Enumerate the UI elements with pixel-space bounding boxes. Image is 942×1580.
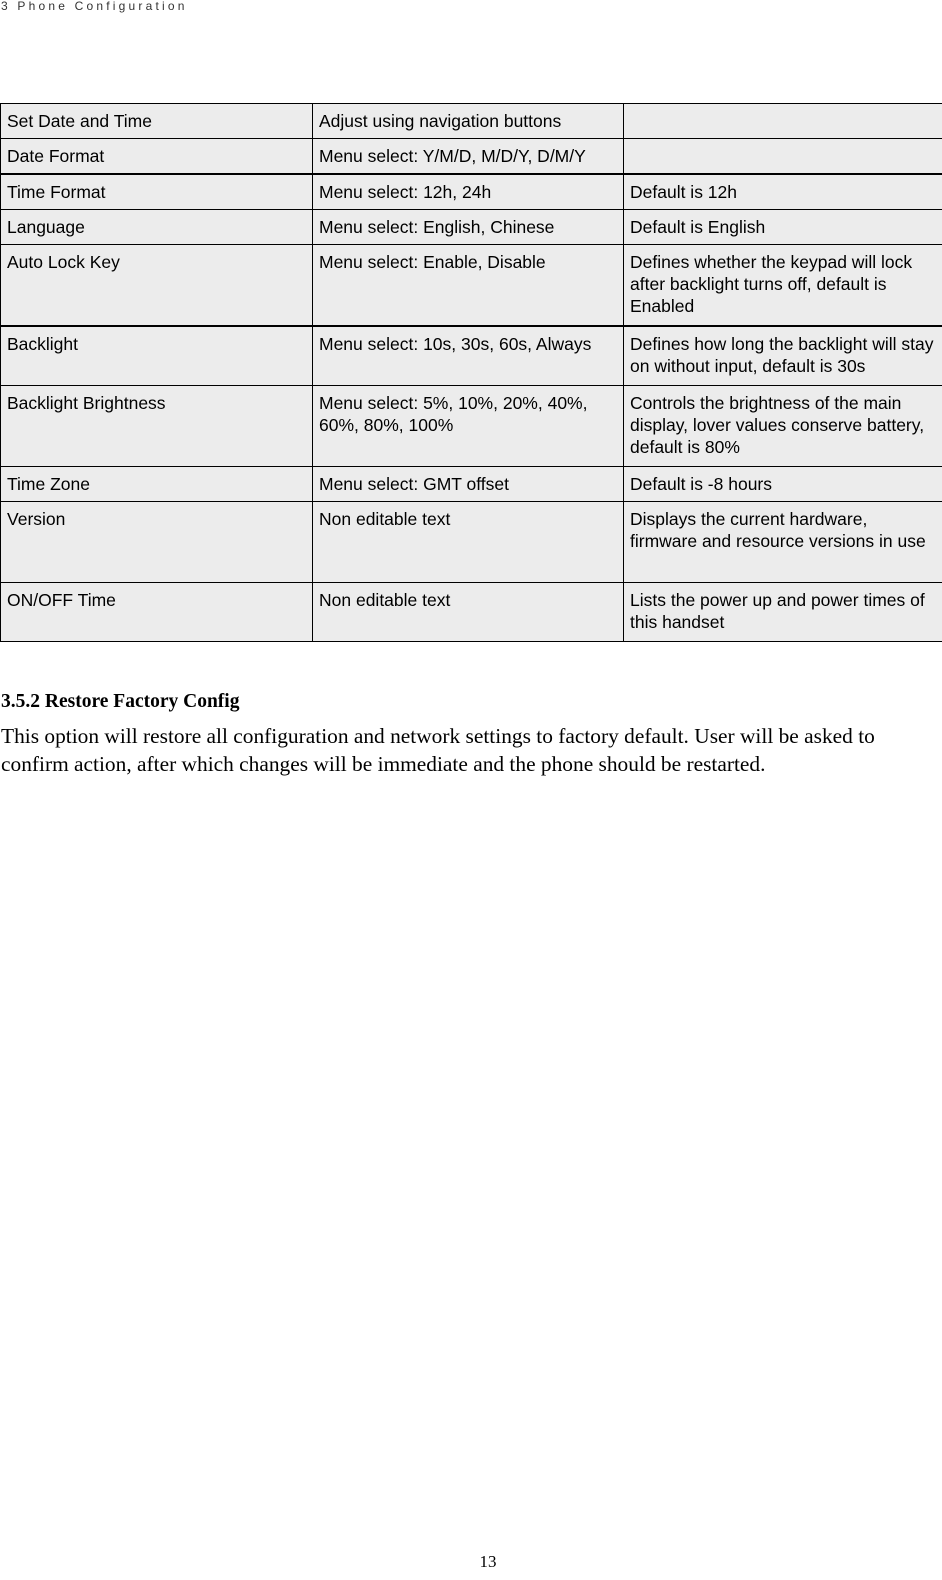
setting-option: Non editable text (313, 502, 624, 583)
setting-note: Default is -8 hours (624, 467, 942, 502)
setting-note: Default is English (624, 210, 942, 245)
table-row (1, 467, 942, 502)
table-row (1, 104, 942, 139)
setting-option: Menu select: 5%, 10%, 20%, 40%, 60%, 80%, 100% (313, 386, 624, 467)
setting-name: Backlight Brightness (1, 386, 313, 467)
table-row (1, 326, 942, 386)
setting-name: Set Date and Time (1, 104, 313, 139)
setting-note: Defines how long the backlight will stay on without input, default is 30s (624, 326, 942, 386)
setting-name: Language (1, 210, 313, 245)
setting-option: Menu select: English, Chinese (313, 210, 624, 245)
setting-name: Version (1, 502, 313, 583)
table-row (1, 139, 942, 175)
setting-name: ON/OFF Time (1, 583, 313, 642)
setting-note: Displays the current hardware, firmware and resource versions in use (624, 502, 942, 583)
section-body: This option will restore all configuration and network settings to factory default. User will be asked to confirm action, after which changes will be immediate and the phone should be restarted. (1, 724, 875, 776)
setting-name: Time Zone (1, 467, 313, 502)
setting-note (624, 104, 942, 139)
setting-note: Defines whether the keypad will lock after backlight turns off, default is Enabled (624, 245, 942, 327)
setting-note (624, 139, 942, 175)
setting-option: Menu select: Y/M/D, M/D/Y, D/M/Y (313, 139, 624, 175)
setting-note: Lists the power up and power times of this handset (624, 583, 942, 642)
setting-name: Time Format (1, 174, 313, 210)
setting-option: Menu select: 12h, 24h (313, 174, 624, 210)
setting-option: Non editable text (313, 583, 624, 642)
page-number: 13 (479, 1552, 497, 1571)
settings-table (0, 103, 942, 642)
table-row (1, 502, 942, 583)
table-row (1, 210, 942, 245)
setting-name: Date Format (1, 139, 313, 175)
setting-name: Backlight (1, 326, 313, 386)
running-header: 3 Phone Configuration (1, 0, 188, 13)
setting-option: Menu select: GMT offset (313, 467, 624, 502)
setting-option: Menu select: Enable, Disable (313, 245, 624, 327)
setting-note: Default is 12h (624, 174, 942, 210)
table-row (1, 174, 942, 210)
table-row (1, 583, 942, 642)
setting-option: Menu select: 10s, 30s, 60s, Always (313, 326, 624, 386)
table-row (1, 245, 942, 327)
section-heading: 3.5.2 Restore Factory Config (1, 691, 240, 712)
table-row (1, 386, 942, 467)
setting-note: Controls the brightness of the main display, lover values conserve battery, default is 80% (624, 386, 942, 467)
setting-name: Auto Lock Key (1, 245, 313, 327)
setting-option: Adjust using navigation buttons (313, 104, 624, 139)
